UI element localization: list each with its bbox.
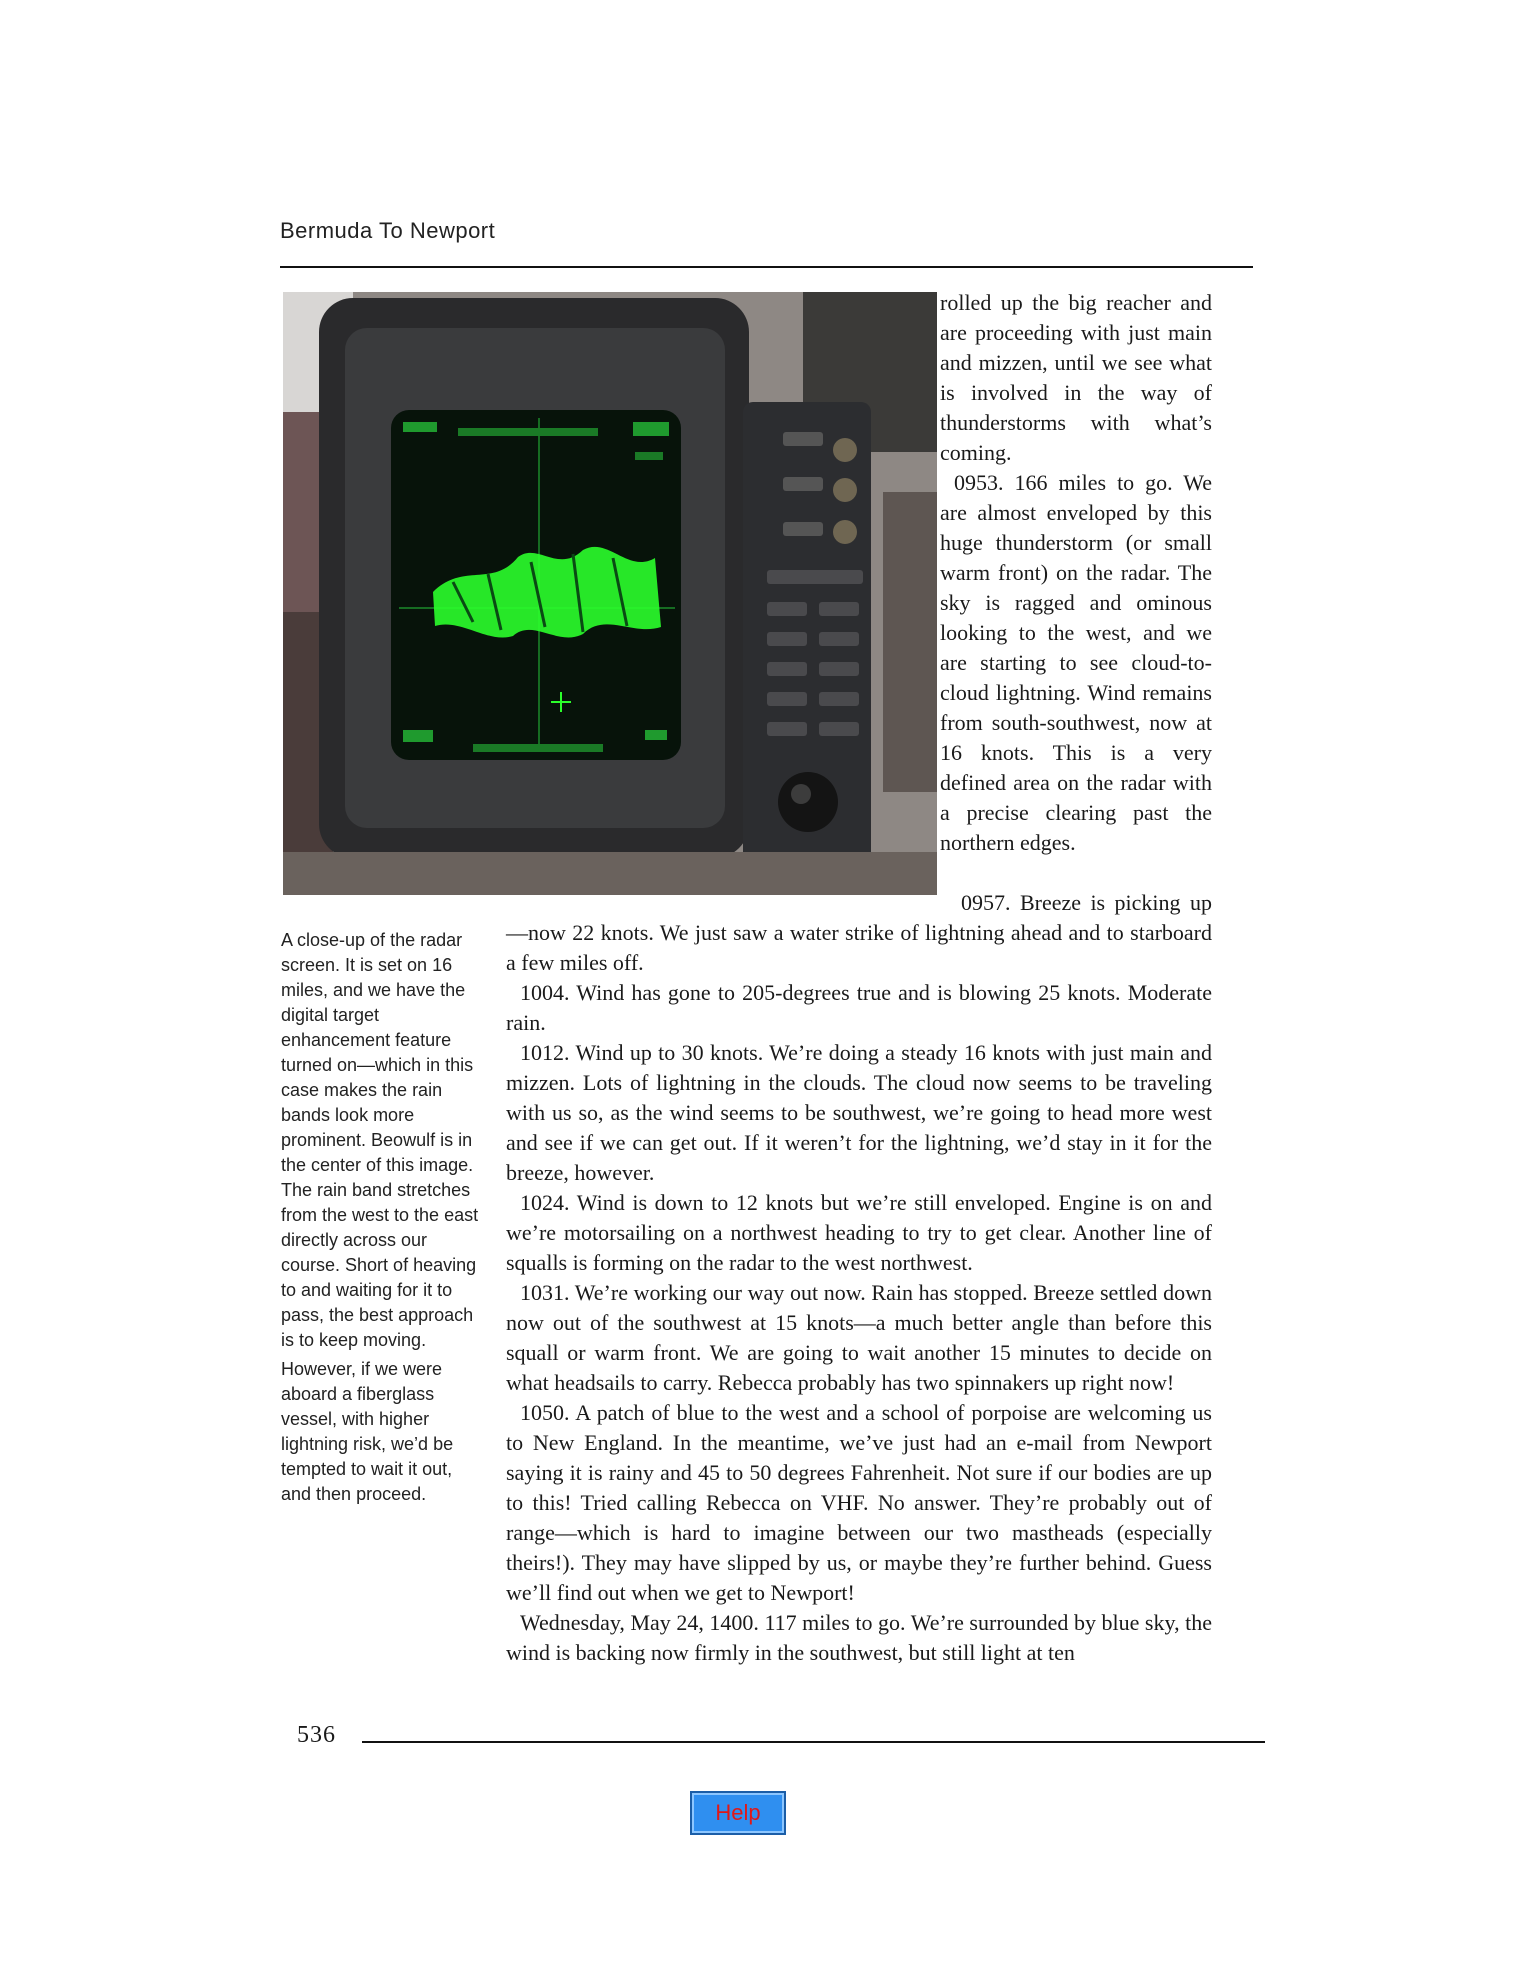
body-paragraph: 1050. A patch of blue to the west and a school of porpoise are welcoming us to New England. In the meantime, we’ve just had an e-mail from Newport saying it is rainy and 45 to 50 degrees Fahrenheit. Not sure if our bodies are up to this! Tried calling Rebecca on VHF. No answer. They’re probably out of range—which is hard to imagine between our two mastheads (especially theirs!). They may have slipped by us, or maybe they’re further behind. Guess we’ll find out when we get to Newport!	[506, 1400, 1212, 1605]
body-paragraph: 1004. Wind has gone to 205-degrees true and is blowing 25 knots. Moderate rain.	[506, 980, 1212, 1035]
running-head-text: Bermuda To Newport	[280, 218, 496, 243]
caption-paragraph: However, if we were aboard a fiberglass vessel, with higher lightning risk, we’d be tempted to wait it out, and then proceed.	[281, 1359, 454, 1504]
caption-paragraph: A close-up of the radar screen. It is set on 16 miles, and we have the digital target enhancement feature turned on—which in this case makes the rain bands look more prominent. Beowulf is in the center of this image. The rain band stretches from the west to the east directly across our course. Short of heaving to and waiting for it to pass, the best approach is to keep moving.	[281, 930, 479, 1350]
footer-rule	[362, 1741, 1265, 1743]
body-paragraph: 1012. Wind up to 30 knots. We’re doing a steady 16 knots with just main and mizzen. Lots of lightning in the clouds. The cloud now seems to be traveling with us so, as the wind seems to be southwest, we’re going to head more west and see if we can get out. If it weren’t for the lightning, we’d stay in it for the breeze, however.	[506, 1040, 1212, 1185]
radar-illustration	[283, 292, 937, 895]
body-paragraph: 1024. Wind is down to 12 knots but we’re still enveloped. Engine is on and we’re motorsailing on a northwest heading to try to get clear. Another line of squalls is forming on the radar to the west northwest.	[506, 1190, 1212, 1275]
page-number: 536	[297, 1722, 336, 1748]
body-paragraph: 1031. We’re working our way out now. Rain has stopped. Breeze settled down now out of the southwest at 15 knots—a much better angle than before this squall or warm front. We are going to wait another 15 minutes to decide on what headsails to carry. Rebecca probably has two spinnakers up right now!	[506, 1280, 1212, 1395]
side-column-text	[940, 288, 1212, 858]
body-paragraph: 0957. Breeze is picking up—now 22 knots. We just saw a water strike of lightning ahead and to starboard a few miles off.	[506, 890, 1212, 975]
main-body-text	[506, 888, 1212, 1668]
radar-photo	[283, 292, 937, 895]
body-paragraph: rolled up the big reacher and are proceeding with just main and mizzen, until we see what is involved in the way of thunderstorms with what’s coming.	[940, 290, 1212, 465]
running-head	[280, 218, 495, 244]
help-button[interactable]: Help	[690, 1791, 786, 1835]
body-paragraph: Wednesday, May 24, 1400. 117 miles to go. We’re surrounded by blue sky, the wind is backing now firmly in the southwest, but still light at ten	[506, 1610, 1212, 1665]
photo-caption	[281, 928, 481, 1511]
header-rule	[280, 266, 1253, 268]
body-paragraph: 0953. 166 miles to go. We are almost enveloped by this huge thunderstorm (or small warm front) on the radar. The sky is ragged and ominous looking to the west, and we are starting to see cloud-to-cloud lightning. Wind remains from south-southwest, now at 16 knots. This is a very defined area on the radar with a precise clearing past the northern edges.	[940, 470, 1212, 855]
